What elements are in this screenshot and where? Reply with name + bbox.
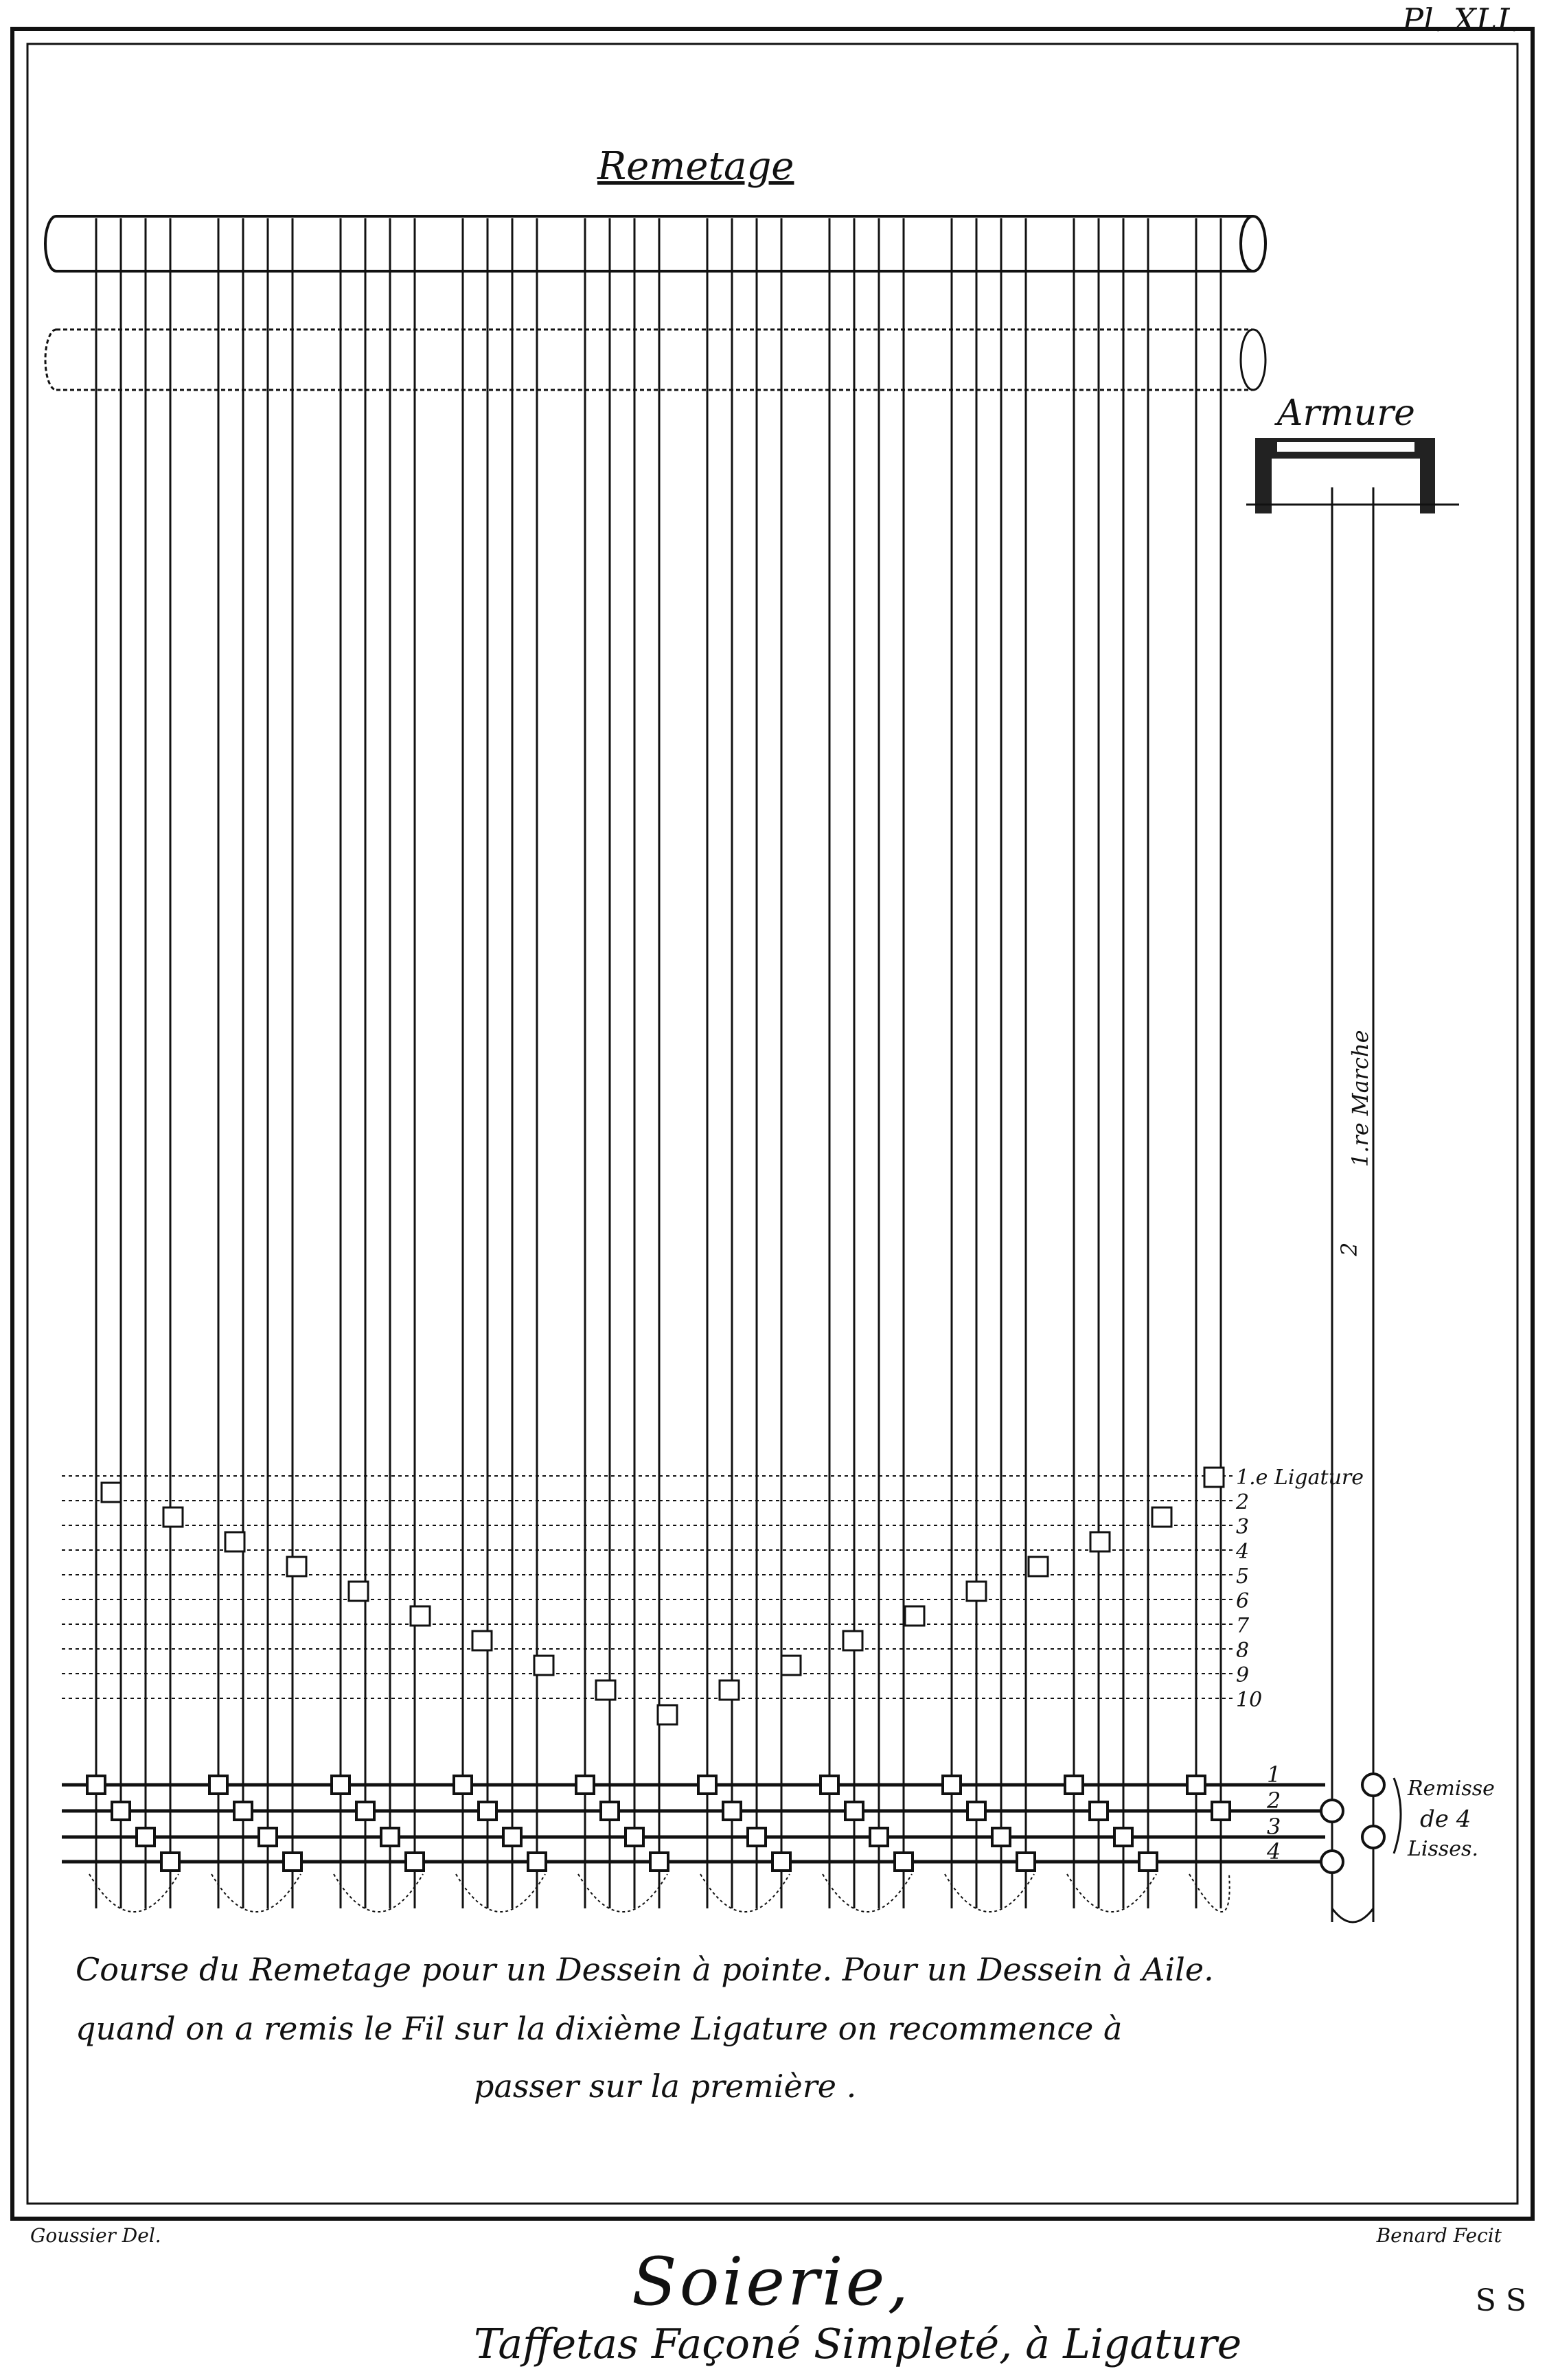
lisse-marker — [406, 1853, 424, 1871]
ligature-marker — [1204, 1468, 1224, 1487]
lisse-marker — [576, 1776, 594, 1794]
remetage-label: Remetage — [597, 144, 794, 189]
lisse-marker — [943, 1776, 961, 1794]
lisse-marker — [821, 1776, 838, 1794]
armure-left-post — [1255, 438, 1272, 513]
thread-group-loop — [89, 1874, 179, 1912]
lisse-marker — [454, 1776, 472, 1794]
draughtsman-credit: Goussier Del. — [30, 2224, 161, 2247]
ligature-marker — [1029, 1557, 1048, 1576]
upper-roller — [45, 216, 1253, 271]
ligature-label: 1.e Ligature — [1236, 1466, 1364, 1490]
lisse-marker — [967, 1802, 985, 1820]
plate-subtitle: Taffetas Façoné Simpleté, à Ligature — [474, 2320, 1242, 2368]
grid-labels — [1235, 1466, 1364, 1864]
warp-rollers — [45, 216, 1265, 390]
plate-number: Pl. XLI. — [1402, 1, 1520, 38]
remisse-label-line2: de 4 — [1420, 1805, 1471, 1833]
ligature-marker — [163, 1507, 183, 1527]
armure-frame — [1246, 438, 1459, 1922]
lisse-marker — [1187, 1776, 1205, 1794]
lisse-marker — [479, 1802, 496, 1820]
thread-group-loop — [1067, 1874, 1156, 1912]
marche-label: 1.re Marche — [1347, 1030, 1373, 1167]
lisse-marker — [381, 1828, 399, 1846]
ligature-marker — [287, 1557, 306, 1576]
ligature-label: 5 — [1236, 1564, 1250, 1588]
lisse-marker — [528, 1853, 546, 1871]
outer-border — [12, 29, 1533, 2219]
ligature-label: 6 — [1236, 1589, 1250, 1613]
lisse-marker — [1114, 1828, 1132, 1846]
remisse-ring — [1321, 1851, 1343, 1873]
ligature-label: 7 — [1236, 1614, 1250, 1638]
ligature-label: 8 — [1236, 1639, 1250, 1663]
ligature-marker — [596, 1680, 615, 1700]
lisse-marker — [1139, 1853, 1157, 1871]
lisse-marker — [137, 1828, 154, 1846]
lisse-marker — [772, 1853, 790, 1871]
remisse-brace — [1394, 1778, 1401, 1853]
lisse-marker — [1090, 1802, 1108, 1820]
lisse-marker — [895, 1853, 913, 1871]
lisse-marker — [1017, 1853, 1035, 1871]
lisse-label: 3 — [1267, 1814, 1281, 1840]
ligature-marker — [1090, 1532, 1110, 1551]
sheet-mark: S S — [1475, 2283, 1526, 2318]
lisse-marker — [234, 1802, 252, 1820]
ligature-marker — [658, 1705, 677, 1724]
engraver-credit: Benard Fecit — [1376, 2224, 1502, 2247]
plate-title: Soierie, — [632, 2243, 911, 2320]
ligature-label: 4 — [1236, 1540, 1250, 1564]
lisse-marker — [626, 1828, 643, 1846]
lisse-marker — [723, 1802, 741, 1820]
lisse-marker — [332, 1776, 349, 1794]
lisse-marker — [259, 1828, 277, 1846]
caption-line-2: quand on a remis le Fil sur la dixième Ligature on recommence à — [76, 2010, 1123, 2047]
ligature-label: 10 — [1236, 1688, 1263, 1712]
warp-threads — [96, 218, 1221, 1908]
lisse-marker — [503, 1828, 521, 1846]
caption-line-3: passer sur la première . — [474, 2068, 857, 2105]
ligature-grid — [62, 1468, 1236, 1724]
lisse-marker — [284, 1853, 301, 1871]
remisse-ring — [1362, 1826, 1384, 1848]
lisse-marker — [992, 1828, 1010, 1846]
thread-group-loop — [945, 1874, 1034, 1912]
remisse-label-line1: Remisse — [1408, 1777, 1495, 1801]
inner-border — [27, 44, 1517, 2204]
ligature-marker — [411, 1606, 430, 1626]
marche-loop — [1332, 1908, 1373, 1922]
armure-label: Armure — [1277, 393, 1415, 434]
ligature-marker — [720, 1680, 739, 1700]
ligature-marker — [1152, 1507, 1171, 1527]
lisse-marker — [870, 1828, 888, 1846]
thread-group-loop — [578, 1874, 667, 1912]
thread-group-loop — [211, 1874, 301, 1912]
lisse-grid — [62, 1776, 1325, 1871]
remisse-ring — [1321, 1800, 1343, 1822]
ligature-marker — [102, 1483, 121, 1502]
upper-roller-end — [1241, 216, 1265, 271]
lisse-marker — [1212, 1802, 1230, 1820]
armure-top-bar-inner — [1277, 442, 1414, 452]
lisse-label: 4 — [1267, 1838, 1281, 1864]
ligature-marker — [349, 1582, 368, 1601]
lisse-marker — [601, 1802, 619, 1820]
ligature-marker — [534, 1656, 553, 1675]
lower-roller-end — [1241, 330, 1265, 390]
lisse-marker — [112, 1802, 130, 1820]
lower-roller — [45, 330, 1253, 390]
lisse-marker — [161, 1853, 179, 1871]
lisse-marker — [87, 1776, 105, 1794]
lisse-marker — [209, 1776, 227, 1794]
remisse-ring — [1362, 1774, 1384, 1796]
ligature-label: 2 — [1236, 1490, 1250, 1514]
lisse-marker — [356, 1802, 374, 1820]
marche-number: 2 — [1336, 1242, 1362, 1256]
ligature-marker — [843, 1631, 862, 1650]
ligature-marker — [967, 1582, 986, 1601]
ligature-label: 9 — [1236, 1663, 1250, 1687]
thread-group-loop — [823, 1874, 912, 1912]
lisse-marker — [845, 1802, 863, 1820]
ligature-label: 3 — [1236, 1515, 1250, 1539]
ligature-marker — [781, 1656, 801, 1675]
ligature-marker — [472, 1631, 492, 1650]
lisse-marker — [1065, 1776, 1083, 1794]
ligature-marker — [225, 1532, 244, 1551]
remisse-label-line3: Lisses. — [1408, 1837, 1478, 1861]
thread-group-loop — [334, 1874, 423, 1912]
lisse-marker — [748, 1828, 766, 1846]
thread-group-loop — [700, 1874, 790, 1912]
lisse-marker — [650, 1853, 668, 1871]
lisse-marker — [698, 1776, 716, 1794]
ligature-marker — [905, 1606, 924, 1626]
thread-group-loop — [456, 1874, 545, 1912]
armure-right-post — [1420, 438, 1435, 513]
lisse-label: 1 — [1267, 1761, 1281, 1788]
caption-line-1: Course du Remetage pour un Dessein à pointe. Pour un Dessein à Aile. — [76, 1951, 1214, 1988]
lisse-label: 2 — [1267, 1788, 1281, 1814]
